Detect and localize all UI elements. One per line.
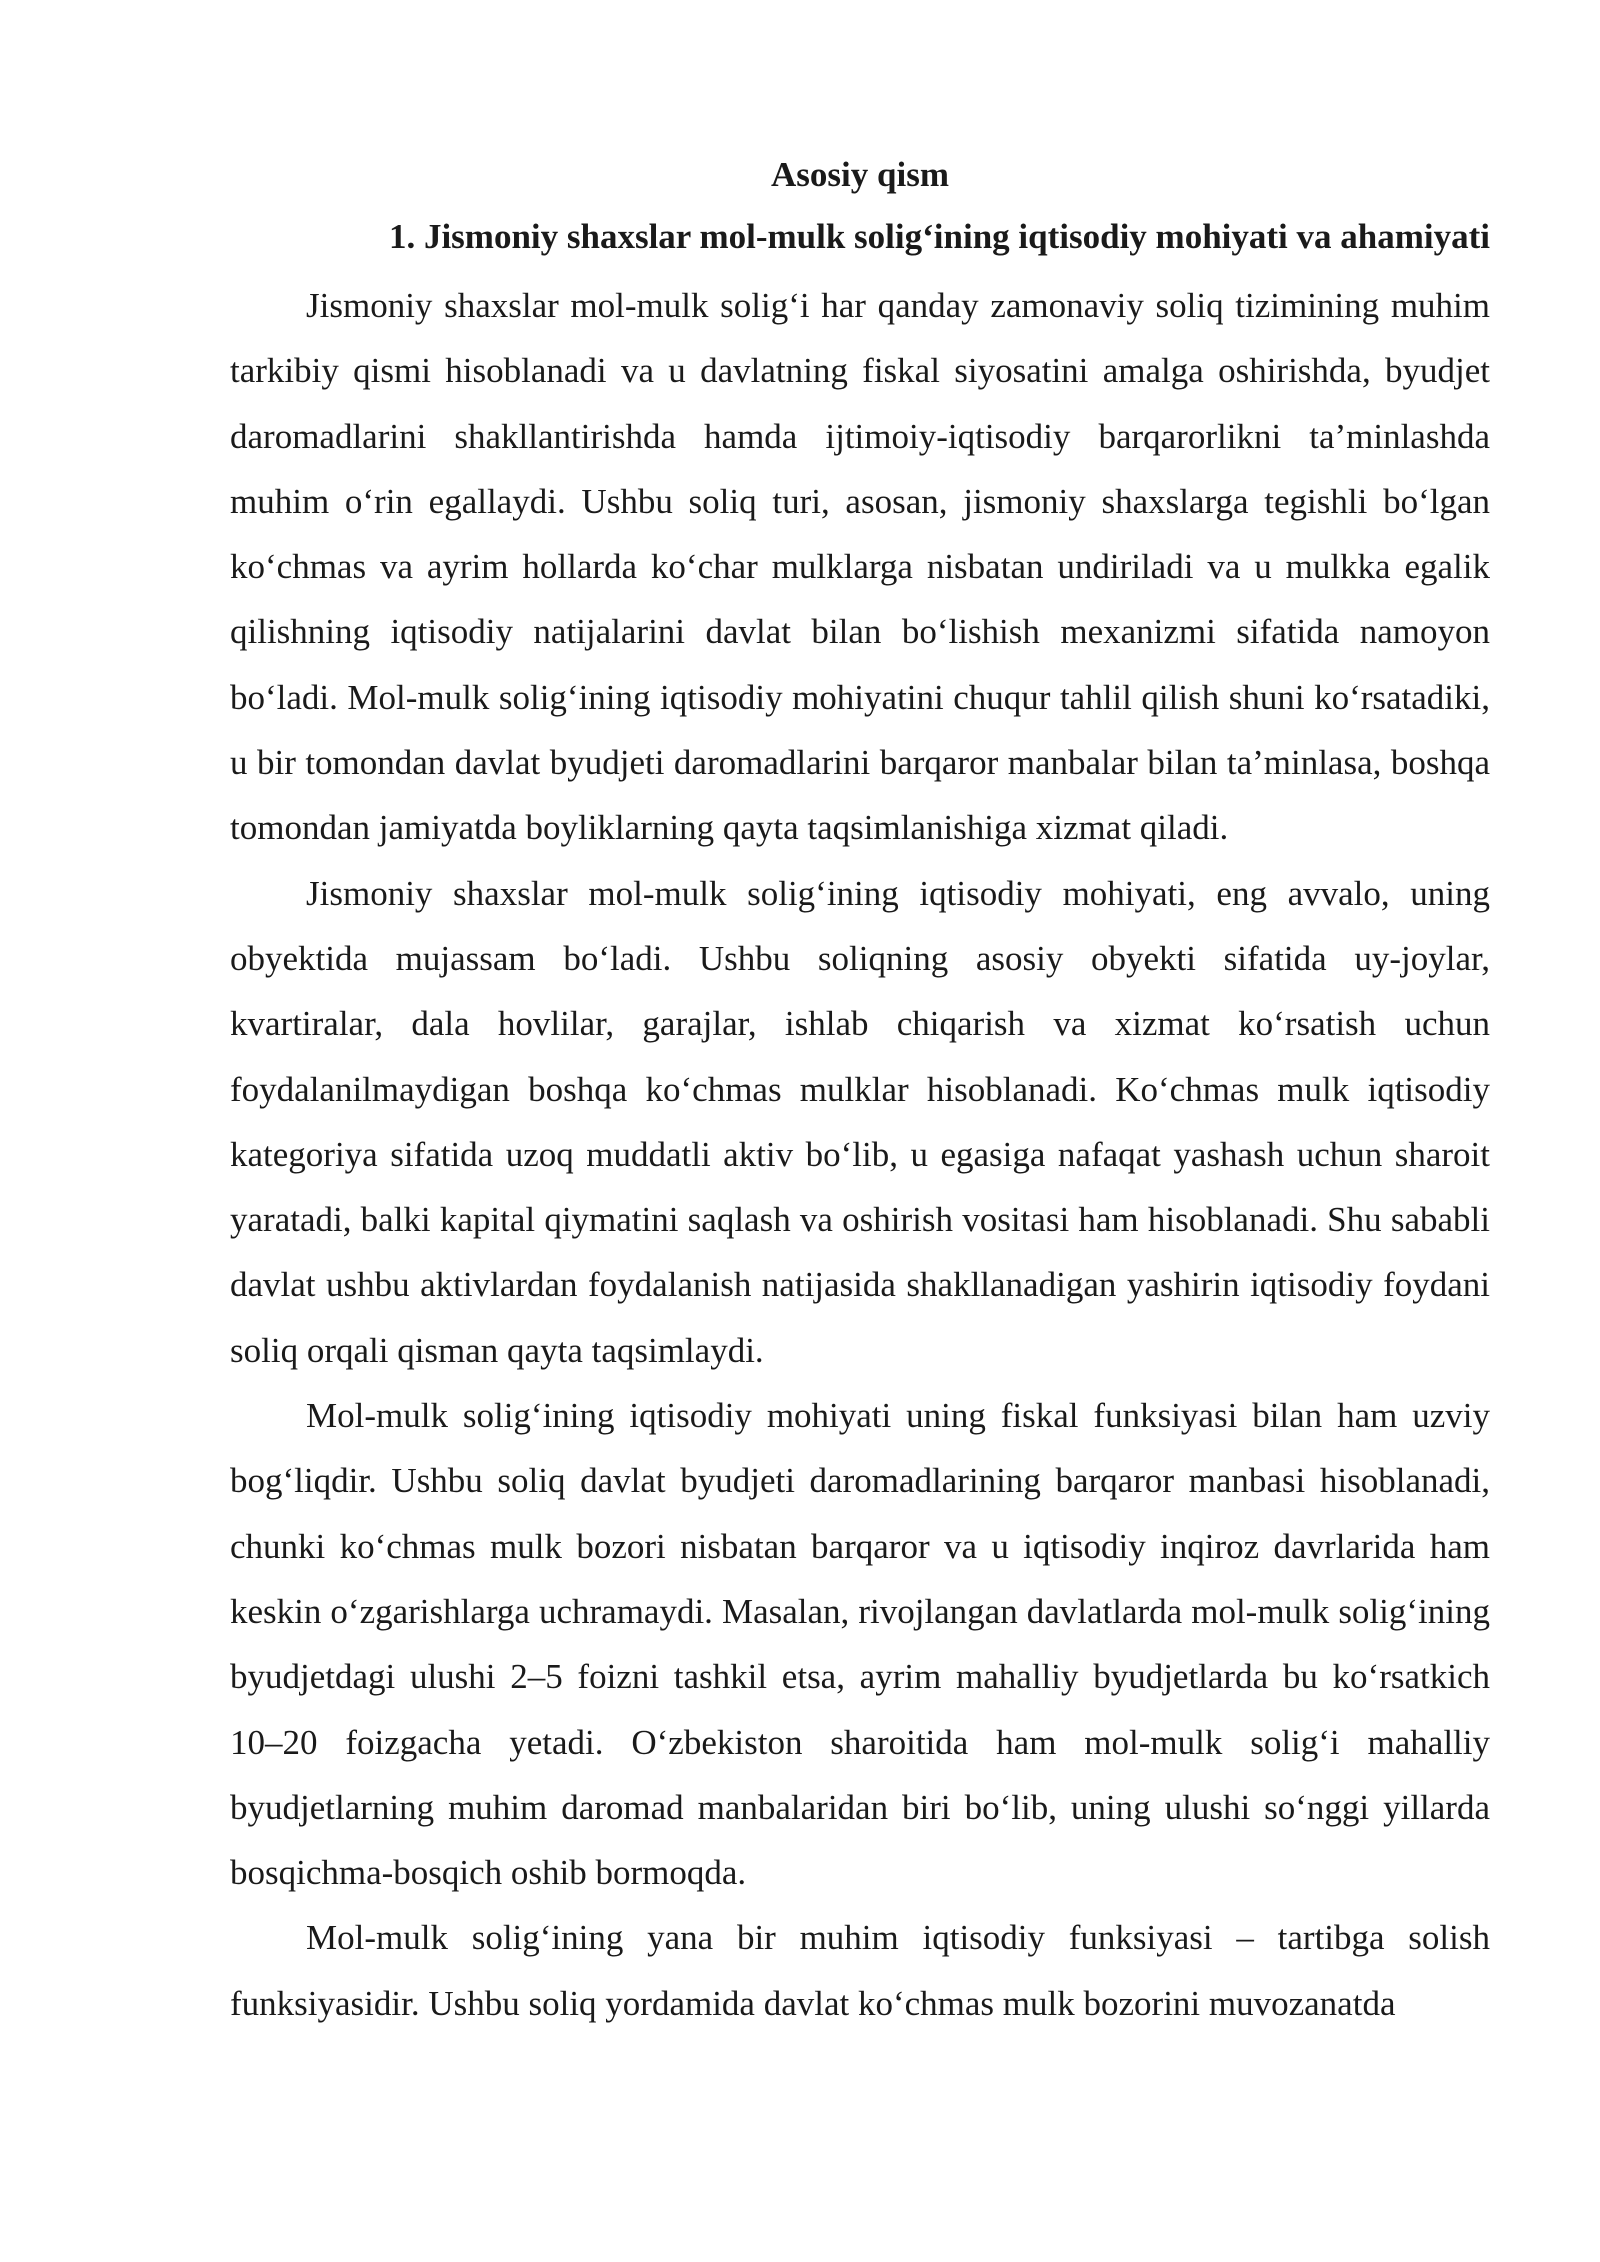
chapter-heading: 1. Jismoniy shaxslar mol-mulk solig‘ining iqtisodiy mohiyati va ahamiyati — [388, 217, 1490, 256]
body-paragraph-2: Jismoniy shaxslar mol-mulk solig‘ining iqtisodiy mohiyati, eng avvalo, uning obyektida mujassam bo‘ladi. Ushbu soliqning asosiy obyekti sifatida uy-joylar, kvartiralar, dala hovlilar, garajlar, ishlab chiqarish va xizmat ko‘rsatish uchun foydalanilmaydigan boshqa ko‘chmas mulklar hisoblanadi. Ko‘chmas mulk iqtisodiy kategoriya sifatida uzoq muddatli aktiv bo‘lib, u egasiga nafaqat yashash uchun sharoit yaratadi, balki kapital qiymatini saqlash va oshirish vositasi ham hisoblanadi. Shu sababli davlat ushbu aktivlardan foydalanish natijasida shakllanadigan yashirin iqtisodiy foydani soliq orqali qisman qayta taqsimlaydi. — [230, 873, 1490, 1370]
body-paragraph-1: Jismoniy shaxslar mol-mulk solig‘i har qanday zamonaviy soliq tizimining muhim tarkibiy qismi hisoblanadi va u davlatning fiskal siyosatini amalga oshirishda, byudjet daromadlarini shakllantirishda hamda ijtimoiy-iqtisodiy barqarorlikni ta’minlashda muhim o‘rin egallaydi. Ushbu soliq turi, asosan, jismoniy shaxslarga tegishli bo‘lgan ko‘chmas va ayrim hollarda ko‘char mulklarga nisbatan undiriladi va u mulkka egalik qilishning iqtisodiy natijalarini davlat bilan bo‘lishish mexanizmi sifatida namoyon bo‘ladi. Mol-mulk solig‘ining iqtisodiy mohiyatini chuqur tahlil qilish shuni ko‘rsatadiki, u bir tomondan davlat byudjeti daromadlarini barqaror manbalar bilan ta’minlasa, boshqa tomondan jamiyatda boyliklarning qayta taqsimlanishiga xizmat qiladi. — [230, 286, 1490, 848]
body-paragraph-3: Mol-mulk solig‘ining iqtisodiy mohiyati uning fiskal funksiyasi bilan ham uzviy bog‘liqdir. Ushbu soliq davlat byudjeti daromadlarining barqaror manbasi hisoblanadi, chunki ko‘chmas mulk bozori nisbatan barqaror va u iqtisodiy inqiroz davrlarida ham keskin o‘zgarishlarga uchramaydi. Masalan, rivojlangan davlatlarda mol-mulk solig‘ining byudjetdagi ulushi 2–5 foizni tashkil etsa, ayrim mahalliy byudjetlarda bu ko‘rsatkich 10–20 foizgacha yetadi. O‘zbekiston sharoitida ham mol-mulk solig‘i mahalliy byudjetlarning muhim daromad manbalaridan biri bo‘lib, uning ulushi so‘nggi yillarda bosqichma-bosqich oshib bormoqda. — [230, 1396, 1490, 1893]
section-title: Asosiy qism — [771, 155, 949, 194]
body-paragraph-4: Mol-mulk solig‘ining yana bir muhim iqtisodiy funksiyasi – tartibga solish funksiyasidir. Ushbu soliq yordamida davlat ko‘chmas mulk bozorini muvozanatda — [230, 1918, 1490, 2023]
document-body — [230, 145, 1490, 2036]
